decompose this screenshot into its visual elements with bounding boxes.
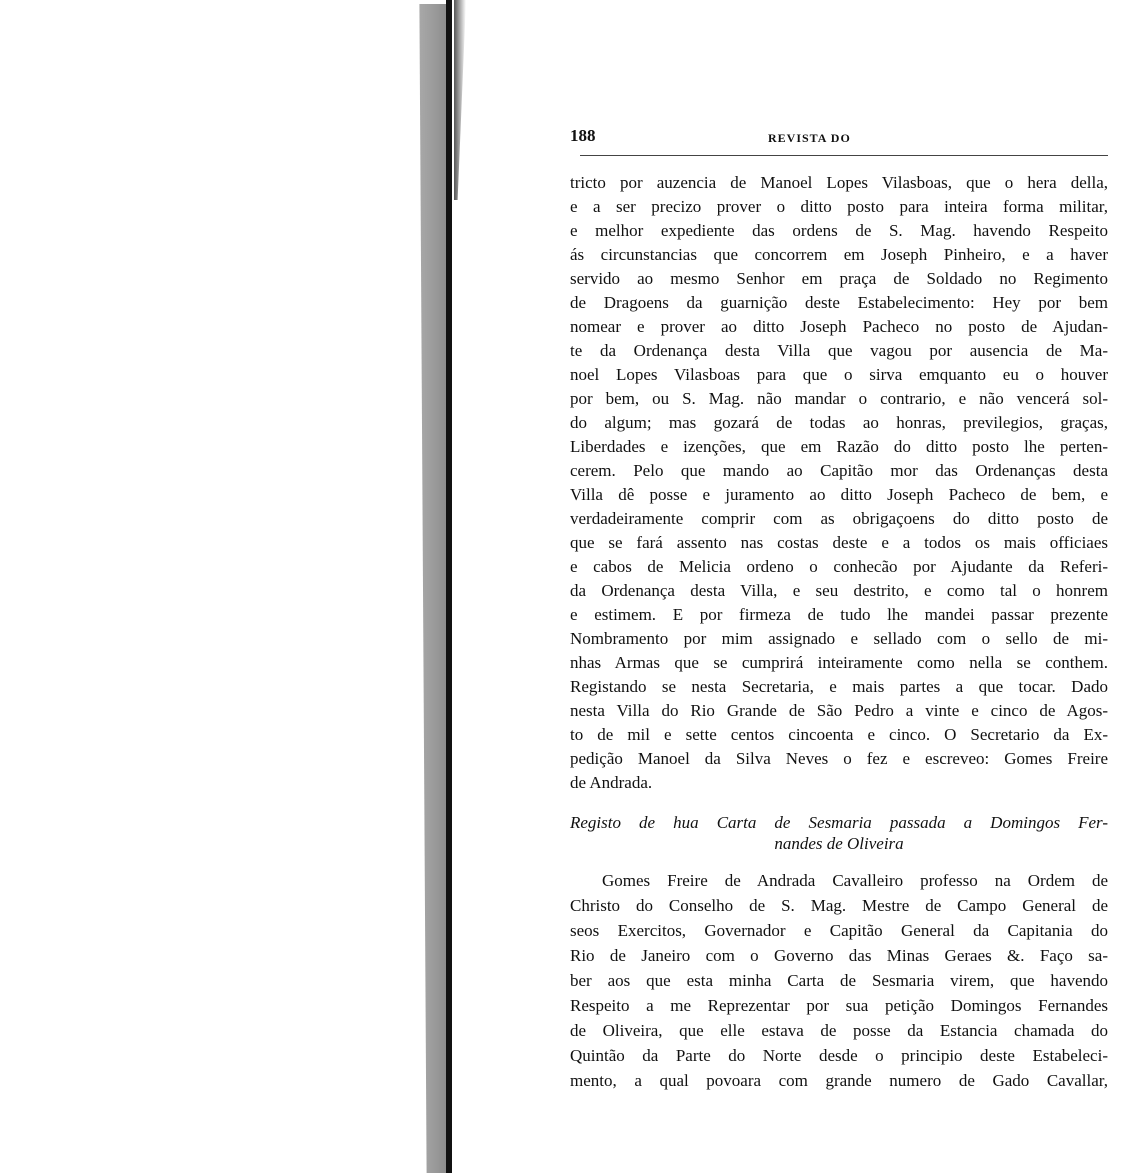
text-line: Gomes Freire de Andrada Cavalleiro professo na Ordem de <box>602 871 1108 890</box>
heading-line: nandes de Oliveira <box>774 834 904 853</box>
text-line: verdadeiramente comprir com as obrigaçoens do ditto posto de <box>570 509 1108 528</box>
text-line: noel Lopes Vilasboas para que o sirva emquanto eu o houver <box>570 365 1108 384</box>
page-number: 188 <box>570 126 596 145</box>
text-line: e melhor expediente das ordens de S. Mag. havendo Respeito <box>570 221 1108 240</box>
section-heading <box>570 812 1108 854</box>
text-line: e a ser precizo prover o ditto posto para inteira forma militar, <box>570 197 1108 216</box>
text-line: ber aos que esta minha Carta de Sesmaria virem, que havendo <box>570 971 1108 990</box>
text-line: ás circunstancias que concorrem em Joseph Pinheiro, e a haver <box>570 245 1108 264</box>
text-line: Liberdades e izenções, que em Razão do ditto posto lhe perten- <box>570 437 1108 456</box>
book-gutter-shadow <box>414 4 450 1173</box>
text-line: que se fará assento nas costas deste e a todos os mais officiaes <box>570 533 1108 552</box>
text-line: de Andrada. <box>570 773 653 792</box>
paragraph-2 <box>570 868 1108 1093</box>
text-line: to de mil e sette centos cincoenta e cinco. O Secretario da Ex- <box>570 725 1108 744</box>
book-spine-edge <box>454 0 466 200</box>
text-line: nomear e prover ao ditto Joseph Pacheco no posto de Ajudan- <box>570 317 1108 336</box>
text-line: e estimem. E por firmeza de tudo lhe mandei passar prezente <box>570 605 1108 624</box>
text-line: tricto por auzencia de Manoel Lopes Vilasboas, que o hera della, <box>570 173 1108 192</box>
text-line: nhas Armas que se cumprirá inteiramente como nella se conthem. <box>570 653 1108 672</box>
text-line: nesta Villa do Rio Grande de São Pedro a vinte e cinco de Agos- <box>570 701 1108 720</box>
text-line: de Dragoens da guarnição deste Estabelecimento: Hey por bem <box>570 293 1108 312</box>
text-line: por bem, ou S. Mag. não mandar o contrario, e não vencerá sol- <box>570 389 1108 408</box>
text-line: Registando se nesta Secretaria, e mais partes a que tocar. Dado <box>570 677 1108 696</box>
text-line: da Ordenança desta Villa, e seu destrito, e como tal o honrem <box>570 581 1108 600</box>
text-line: do algum; mas gozará de todas ao honras, previlegios, graças, <box>570 413 1108 432</box>
text-line: cerem. Pelo que mando ao Capitão mor das Ordenanças desta <box>570 461 1108 480</box>
heading-line: Registo de hua Carta de Sesmaria passada a Domingos Fer- <box>570 813 1108 832</box>
header-rule <box>580 155 1108 156</box>
text-line: Respeito a me Reprezentar por sua petição Domingos Fernandes <box>570 996 1108 1015</box>
text-line: Quintão da Parte do Norte desde o principio deste Estabeleci- <box>570 1046 1108 1065</box>
running-title: REVISTA DO <box>768 131 851 145</box>
text-line: Rio de Janeiro com o Governo das Minas Geraes &. Faço sa- <box>570 946 1108 965</box>
text-line: Nombramento por mim assignado e sellado com o sello de mi- <box>570 629 1108 648</box>
text-line: servido ao mesmo Senhor em praça de Soldado no Regimento <box>570 269 1108 288</box>
text-line: mento, a qual povoara com grande numero de Gado Cavallar, <box>570 1071 1108 1090</box>
paragraph-1 <box>570 171 1108 795</box>
text-line: Villa dê posse e juramento ao ditto Joseph Pacheco de bem, e <box>570 485 1108 504</box>
text-line: pedição Manoel da Silva Neves o fez e escreveo: Gomes Freire <box>570 749 1108 768</box>
book-spine <box>446 0 452 1173</box>
text-line: Christo do Conselho de S. Mag. Mestre de Campo General de <box>570 896 1108 915</box>
text-line: te da Ordenança desta Villa que vagou por ausencia de Ma- <box>570 341 1108 360</box>
text-line: seos Exercitos, Governador e Capitão General da Capitania do <box>570 921 1108 940</box>
text-line: de Oliveira, que elle estava de posse da Estancia chamada do <box>570 1021 1108 1040</box>
text-line: e cabos de Melicia ordeno o conhecão por Ajudante da Referi- <box>570 557 1108 576</box>
